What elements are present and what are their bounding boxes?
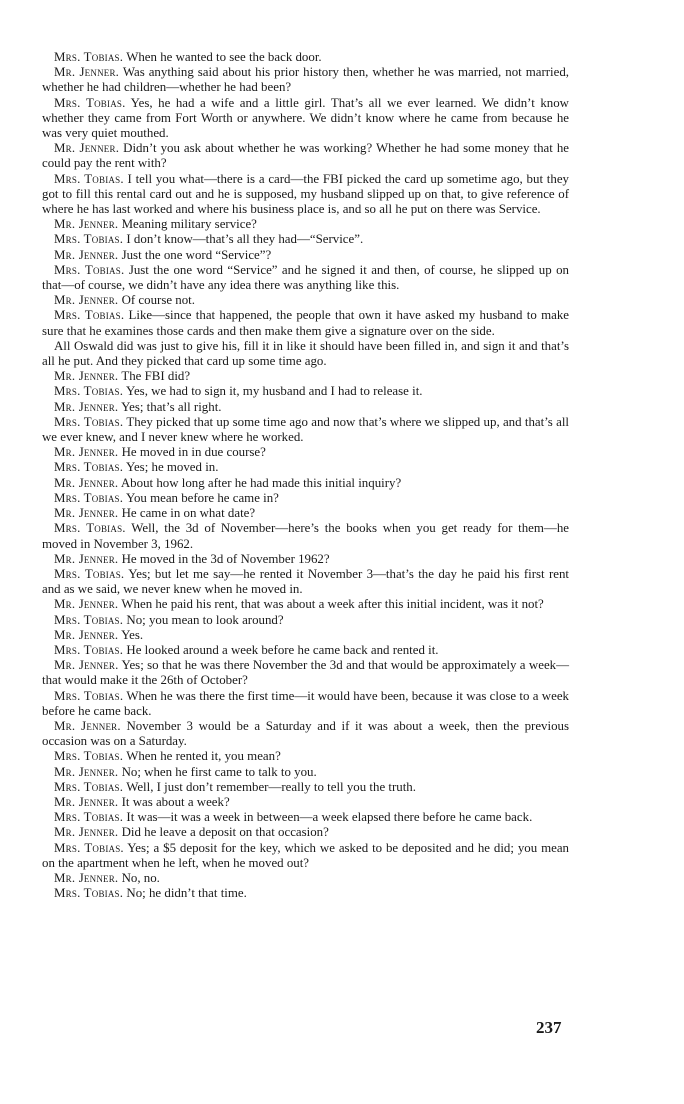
speaker-label: Mr. Jenner. [54, 369, 119, 384]
speaker-label: Mrs. Tobias. [54, 414, 124, 429]
testimony-paragraph [42, 871, 569, 886]
speaker-label: Mr. Jenner. [54, 870, 119, 885]
speaker-label: Mr. Jenner. [54, 65, 120, 80]
paragraph-text: He moved in the 3d of November 1962? [121, 551, 330, 566]
speaker-label: Mr. Jenner. [54, 597, 119, 612]
paragraph-text: When he rented it, you mean? [126, 749, 281, 764]
speaker-label: Mrs. Tobias. [54, 642, 124, 657]
paragraph-text: Yes. [121, 627, 144, 642]
page-number: 237 [536, 1018, 562, 1037]
paragraph-text: When he was there the first time—it would have been, because it was close to a week before he came back. [42, 688, 569, 718]
speaker-label: Mrs. Tobias. [54, 521, 126, 536]
testimony-paragraph [42, 339, 569, 369]
speaker-label: Mr. Jenner. [54, 506, 119, 521]
paragraph-text: Didn’t you ask about whether he was working? Whether he had some money that he could pay the rent with? [42, 141, 569, 171]
testimony-paragraph [42, 567, 569, 597]
testimony-paragraph [42, 825, 569, 840]
paragraph-text: He came in on what date? [121, 506, 256, 521]
testimony-paragraph [42, 613, 569, 628]
paragraph-text: No, no. [121, 870, 160, 885]
testimony-paragraph [42, 172, 569, 218]
paragraph-text: Yes, he had a wife and a little girl. That’s all we ever learned. We didn’t know whether they came from Fort Worth or anywhere. We didn’t know where he came from because he was very quiet mouthed. [42, 95, 569, 141]
paragraph-text: About how long after he had made this initial inquiry? [120, 475, 402, 490]
testimony-paragraph [42, 476, 569, 491]
speaker-label: Mrs. Tobias. [54, 171, 124, 186]
testimony-paragraph [42, 293, 569, 308]
paragraph-text: Just the one word “Service” and he signed it and then, of course, he slipped up on that—of course, we didn’t have any idea there was anything like this. [42, 262, 569, 293]
testimony-paragraph [42, 50, 569, 65]
paragraph-text: Was anything said about his prior history then, whether he was married, not married, whether he had children—whether he had been? [42, 65, 569, 95]
paragraph-text: Of course not. [121, 293, 195, 308]
speaker-label: Mrs. Tobias. [54, 840, 124, 855]
testimony-paragraph [42, 96, 569, 142]
speaker-label: Mrs. Tobias. [54, 886, 124, 901]
paragraph-text: I don’t know—that’s all they had—“Service”. [126, 232, 364, 247]
paragraph-text: Yes; so that he was there November the 3d and that would be approximately a week—that would make it the 26th of October? [42, 658, 569, 688]
testimony-paragraph [42, 308, 569, 338]
paragraph-text: Yes; he moved in. [125, 460, 219, 475]
paragraph-text: No; when he first came to talk to you. [121, 764, 317, 779]
paragraph-text: When he paid his rent, that was about a week after this initial incident, was it not? [121, 597, 544, 612]
paragraph-text: Like—since that happened, the people that own it have asked my husband to make sure that he examines those cards and then make them give a signature over on the side. [42, 308, 569, 338]
speaker-label: Mr. Jenner. [54, 141, 120, 156]
speaker-label: Mrs. Tobias. [54, 612, 124, 627]
testimony-paragraph [42, 369, 569, 384]
speaker-label: Mr. Jenner. [54, 718, 121, 733]
testimony-text [42, 50, 569, 901]
paragraph-text: He moved in in due course? [121, 445, 266, 460]
paragraph-text: It was—it was a week in between—a week elapsed there before he came back. [126, 810, 533, 825]
speaker-label: Mrs. Tobias. [54, 308, 125, 323]
speaker-label: Mr. Jenner. [54, 627, 119, 642]
speaker-label: Mrs. Tobias. [54, 566, 125, 581]
speaker-label: Mr. Jenner. [54, 445, 119, 460]
testimony-paragraph [42, 795, 569, 810]
speaker-label: Mrs. Tobias. [54, 749, 124, 764]
testimony-paragraph [42, 597, 569, 612]
speaker-label: Mr. Jenner. [54, 551, 119, 566]
testimony-paragraph [42, 232, 569, 247]
testimony-paragraph [42, 886, 569, 901]
paragraph-text: November 3 would be a Saturday and if it was about a week, then the previous occasion was on a Saturday. [42, 718, 569, 749]
speaker-label: Mr. Jenner. [54, 217, 119, 232]
paragraph-text: The FBI did? [121, 369, 191, 384]
paragraph-text: Well, the 3d of November—here’s the books when you get ready for them—he moved in November 3, 1962. [42, 521, 569, 551]
testimony-paragraph [42, 552, 569, 567]
testimony-paragraph [42, 460, 569, 475]
speaker-label: Mrs. Tobias. [54, 688, 124, 703]
speaker-label: Mrs. Tobias. [54, 810, 124, 825]
testimony-paragraph [42, 415, 569, 445]
testimony-paragraph [42, 765, 569, 780]
testimony-paragraph [42, 810, 569, 825]
speaker-label: Mrs. Tobias. [54, 95, 126, 110]
paragraph-text: It was about a week? [121, 794, 230, 809]
paragraph-text: Yes; but let me say—he rented it November 3—that’s the day he paid his first rent and as we said, we never knew when he moved in. [42, 566, 569, 597]
paragraph-text: Yes; that’s all right. [121, 399, 222, 414]
testimony-paragraph [42, 658, 569, 688]
speaker-label: Mr. Jenner. [54, 293, 119, 308]
testimony-paragraph [42, 445, 569, 460]
testimony-paragraph [42, 780, 569, 795]
testimony-paragraph [42, 263, 569, 293]
speaker-label: Mr. Jenner. [54, 247, 119, 262]
speaker-label: Mrs. Tobias. [54, 232, 124, 247]
testimony-paragraph [42, 384, 569, 399]
paragraph-text: No; he didn’t that time. [126, 886, 247, 901]
speaker-label: Mrs. Tobias. [54, 384, 124, 399]
paragraph-text: He looked around a week before he came back and rented it. [126, 642, 439, 657]
paragraph-text: Did he leave a deposit on that occasion? [121, 825, 329, 840]
speaker-label: Mrs. Tobias. [54, 490, 124, 505]
testimony-paragraph [42, 521, 569, 551]
speaker-label: Mrs. Tobias. [54, 779, 124, 794]
paragraph-text: Meaning military service? [121, 217, 257, 232]
testimony-paragraph [42, 841, 569, 871]
speaker-label: Mr. Jenner. [54, 764, 119, 779]
speaker-label: Mrs. Tobias. [54, 50, 124, 64]
testimony-paragraph [42, 628, 569, 643]
testimony-paragraph [42, 217, 569, 232]
testimony-paragraph [42, 689, 569, 719]
paragraph-text: Yes; a $5 deposit for the key, which we asked to be deposited and he did; you mean on the apartment when he left, when he moved out? [42, 840, 570, 870]
testimony-paragraph [42, 248, 569, 263]
paragraph-text: I tell you what—there is a card—the FBI picked the card up sometime ago, but they got to fill this rental card out and he is supposed, my husband slipped up on that, to give reference of where he has last worked and where his business place is, and so all he put on there was Service. [42, 171, 569, 217]
speaker-label: Mr. Jenner. [54, 658, 119, 673]
paragraph-text: They picked that up some time ago and now that’s where we slipped up, and that’s all we ever knew, and I never knew where he worked. [42, 414, 569, 445]
speaker-label: Mr. Jenner. [54, 794, 119, 809]
testimony-paragraph [42, 141, 569, 171]
testimony-paragraph [42, 491, 569, 506]
paragraph-text: Yes, we had to sign it, my husband and I had to release it. [125, 384, 423, 399]
testimony-paragraph [42, 65, 569, 95]
paragraph-text: Well, I just don’t remember—really to tell you the truth. [126, 779, 416, 794]
paragraph-text: No; you mean to look around? [126, 612, 284, 627]
testimony-paragraph [42, 749, 569, 764]
testimony-paragraph [42, 506, 569, 521]
speaker-label: Mrs. Tobias. [54, 460, 124, 475]
testimony-paragraph [42, 643, 569, 658]
paragraph-text: When he wanted to see the back door. [126, 50, 322, 64]
paragraph-text: All Oswald did was just to give his, fill it in like it should have been filled in, and sign it and that’s all he put. And they picked that card up some time ago. [42, 338, 569, 369]
paragraph-text: You mean before he came in? [125, 490, 279, 505]
testimony-paragraph [42, 400, 569, 415]
paragraph-text: Just the one word “Service”? [121, 247, 272, 262]
speaker-label: Mr. Jenner. [54, 399, 119, 414]
speaker-label: Mr. Jenner. [54, 475, 119, 490]
testimony-paragraph [42, 719, 569, 749]
speaker-label: Mr. Jenner. [54, 825, 119, 840]
speaker-label: Mrs. Tobias. [54, 262, 125, 277]
